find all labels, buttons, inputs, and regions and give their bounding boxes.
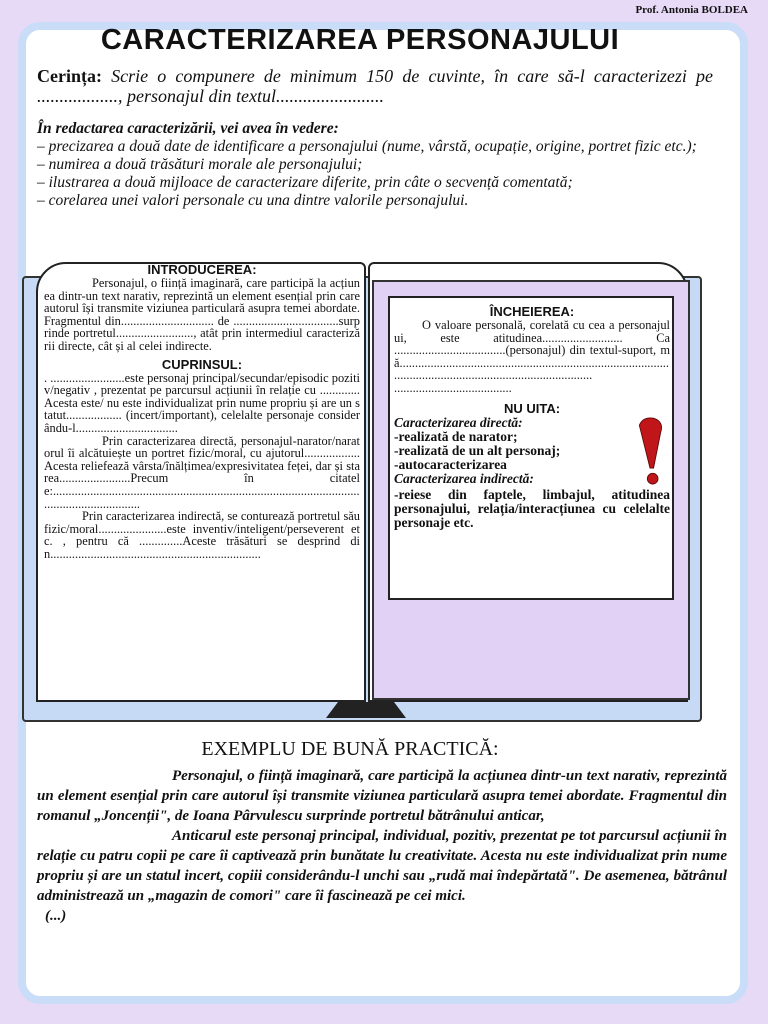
example-p1: Personajul, o ființă imaginară, care participă la acțiunea dintr-un text narativ, reprezintă un element esențial prin care autorul își transmite viziunea particulară asupra temei abordate. Fragmentul din romanul „Joncenții", de Ioana Pârvulescu surprinde portretul bătrânului anticar, bbox=[37, 768, 727, 824]
task-text: Scrie o compunere de minimum 150 de cuvinte, în care să-l caracterizezi pe .................., personajul din textul........................ bbox=[37, 66, 713, 106]
conclusion-text: O valoare personală, corelată cu cea a personajului, este atitudinea.......................... Ca ....................................(personajul) din textul-suport, mă....................................................................................................................................................... bbox=[394, 318, 670, 383]
left-page-text bbox=[44, 262, 360, 560]
right-page-text bbox=[394, 304, 670, 530]
example-heading: EXEMPLU DE BUNĂ PRACTICĂ: bbox=[201, 738, 499, 760]
exclamation-icon bbox=[634, 416, 666, 488]
indirect-label: Caracterizarea indirectă: bbox=[394, 470, 534, 486]
instructions-heading: În redactarea caracterizării, vei avea în vedere: bbox=[37, 120, 339, 137]
instructions bbox=[37, 120, 713, 210]
cuprins-p2: Prin caracterizarea directă, personajul-narator/naratorul îi alcătuiește un portret fizic/moral, cu ajutorul..................Acesta reliefează vârsta/înălțimea/expresivitatea feței, dar și starea.......................Precum în citatele:.................................................................................................................................. bbox=[44, 433, 360, 511]
direct-item: -realizată de narator; bbox=[394, 428, 518, 444]
cuprins-p3: Prin caracterizarea indirectă, se conturează portretul său fizic/moral......................este inventiv/inteligent/perseverent etc. , pentru că ..............Aceste trăsături se desprind din.................................................................... bbox=[44, 509, 360, 561]
task-label: Cerința: bbox=[37, 66, 102, 86]
page-title: CARACTERIZAREA PERSONAJULUI bbox=[100, 24, 620, 56]
cuprins-heading: CUPRINSUL: bbox=[161, 356, 243, 372]
direct-item: -autocaracterizarea bbox=[394, 456, 507, 472]
book-spine bbox=[326, 702, 406, 718]
reminder-heading: NU UITA: bbox=[503, 400, 561, 416]
direct-label: Caracterizarea directă: bbox=[394, 414, 523, 430]
instruction-item: – numirea a două trăsături morale ale personajului; bbox=[37, 156, 363, 173]
instruction-item: – ilustrarea a două mijloace de caracterizare diferite, prin câte o secvență comentată; bbox=[37, 174, 573, 191]
indirect-text: -reiese din faptele, limbajul, atitudinea personajului, relația/interacțiunea cu celelalte personaje etc. bbox=[394, 486, 670, 530]
author-credit: Prof. Antonia BOLDEA bbox=[635, 4, 748, 16]
cuprins-p1: . ........................este personaj principal/secundar/episodic pozitiv/negativ , prezentat pe parcursul acțiunii în relație cu ............. Acesta este/ nu este individualizat prin nume propriu și are un statut.................. (incert/important), celelalte personaje considerându-l................................. bbox=[44, 370, 360, 435]
example-p2: Anticarul este personaj principal, individual, pozitiv, prezentat pe tot parcursul acțiunii în relație cu patru copii pe care îi captivează prin bunătate lu creativitate. Acesta nu este individualizat prin nume propriu și are un statul incert, copiii considerându-l unchi sau „rudă mai îndepărtată". De asemenea, bătrânul administrează un „magazin de comori" care îi fascinează pe cei mici. bbox=[37, 828, 727, 904]
intro-heading: INTRODUCEREA: bbox=[147, 262, 257, 277]
direct-item: -realizată de un alt personaj; bbox=[394, 442, 561, 458]
example-text bbox=[37, 766, 727, 926]
example-ellipsis: (...) bbox=[45, 908, 67, 924]
instruction-item: – corelarea unei valori personale cu una dintre valorile personajului. bbox=[37, 192, 469, 209]
intro-text: Personajul, o ființă imaginară, care participă la acțiunea dintr-un text narativ, reprezintă un element esențial prin care autorul își transmite viziunea particulară asupra temei abordate. Fragmentul din.............................. de ..................................surprinde portretul........................., atât prin intermediul caracterizării directe, cât și al celei indirecte. bbox=[44, 276, 360, 353]
conclusion-dots: ...................................... bbox=[394, 380, 512, 395]
conclusion-heading: ÎNCHEIEREA: bbox=[489, 304, 575, 319]
task-statement bbox=[37, 66, 713, 106]
instruction-item: – precizarea a două date de identificare a personajului (nume, vârstă, ocupație, origine, portret fizic etc.); bbox=[37, 138, 697, 155]
